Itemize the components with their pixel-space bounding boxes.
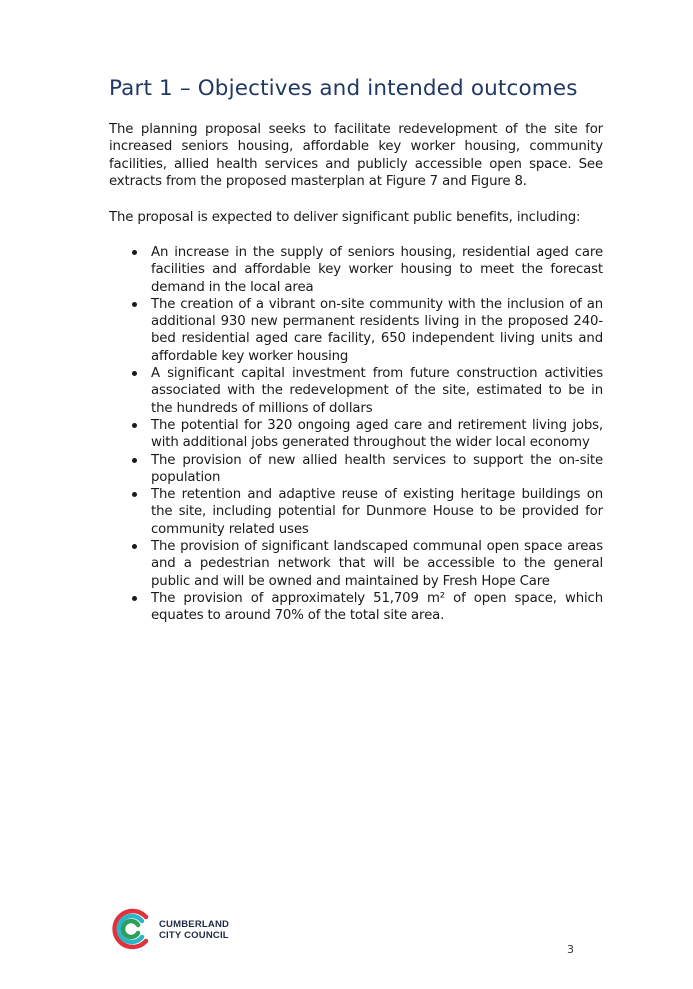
benefit-text: The provision of significant landscaped communal open space areas and a pedestrian network that will be accessible to the general public and will be owned and maintained by Fresh Hope Care: [151, 539, 603, 589]
intro-paragraph: The planning proposal seeks to facilitate redevelopment of the site for increased seniors housing, affordable key worker housing, community facilities, allied health services and publicly accessible open space. See extracts from the proposed masterplan at Figure 7 and Figure 8.: [109, 122, 603, 189]
benefits-intro-paragraph: The proposal is expected to deliver significant public benefits, including:: [109, 210, 581, 225]
benefit-item: [109, 486, 603, 538]
benefits-list: [109, 244, 603, 625]
benefit-text: The creation of a vibrant on-site community with the inclusion of an additional 930 new permanent residents living in the proposed 240-bed residential aged care facility, 650 independent living units and affordable key worker housing: [151, 296, 603, 364]
bullet-icon: [132, 544, 137, 549]
bullet-icon: [132, 458, 137, 463]
benefit-item: [109, 590, 603, 625]
benefit-text: An increase in the supply of seniors housing, residential aged care facilities and affordable key worker housing to meet the forecast demand in the local area: [151, 245, 603, 295]
benefit-item: [109, 417, 603, 452]
page-number: 3: [567, 943, 574, 956]
council-logo-mark-icon: [109, 907, 153, 951]
bullet-icon: [132, 423, 137, 428]
section-heading: Part 1 – Objectives and intended outcomes: [109, 76, 578, 101]
bullet-icon: [132, 302, 137, 307]
benefit-text: The potential for 320 ongoing aged care and retirement living jobs, with additional jobs generated throughout the wider local economy: [151, 417, 603, 451]
benefit-item: [109, 244, 603, 296]
logo-text-line1: CUMBERLAND: [159, 919, 230, 930]
bullet-icon: [132, 492, 137, 497]
council-logo: [109, 907, 239, 951]
benefit-item: [109, 296, 603, 365]
benefit-text: The provision of approximately 51,709 m² of open space, which equates to around 70% of the total site area.: [151, 590, 603, 624]
bullet-icon: [132, 371, 137, 376]
benefit-text: A significant capital investment from future construction activities associated with the redevelopment of the site, estimated to be in the hundreds of millions of dollars: [151, 366, 603, 416]
logo-text-line2: CITY COUNCIL: [159, 930, 229, 941]
benefit-text: The retention and adaptive reuse of existing heritage buildings on the site, including potential for Dunmore House to be provided for community related uses: [151, 487, 603, 537]
benefit-item: [109, 452, 603, 487]
benefit-item: [109, 365, 603, 417]
benefit-item: [109, 538, 603, 590]
bullet-icon: [132, 596, 137, 601]
benefit-text: The provision of new allied health services to support the on-site population: [151, 452, 603, 485]
bullet-icon: [132, 250, 137, 255]
